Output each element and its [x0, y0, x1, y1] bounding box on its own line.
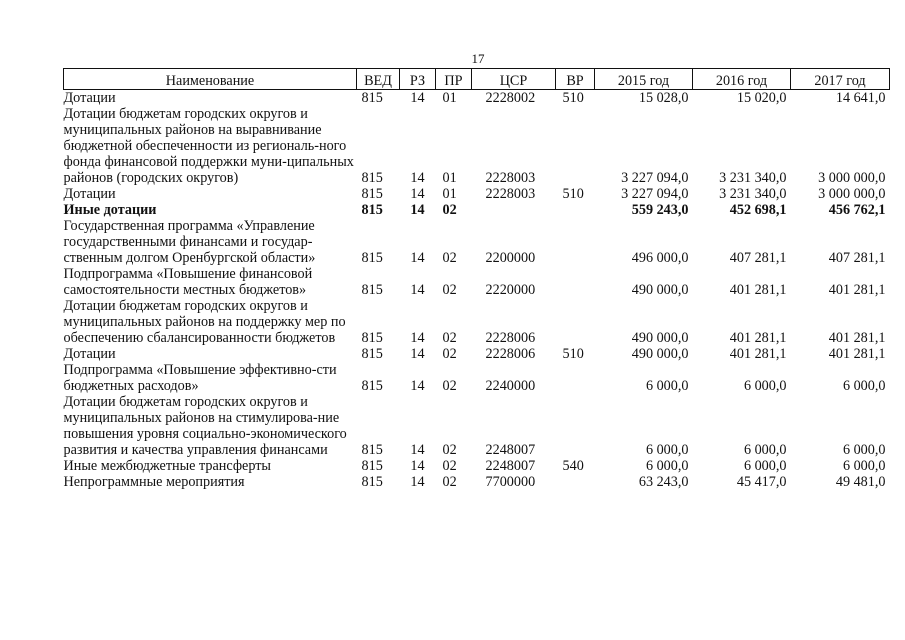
cell-pr: 02 [442, 202, 457, 218]
cell-2015: 3 227 094,0 [621, 170, 689, 186]
cell-csr: 2220000 [485, 282, 536, 298]
cell-rz: 14 [410, 186, 425, 202]
cell-2016: 452 698,1 [729, 202, 787, 218]
cell-name: Дотации бюджетам городских округов и муниципальных районов на стимулирова-ние повышения уровня социально-экономического развития и качества управления финансами [63, 394, 347, 458]
cell-vr [556, 298, 595, 346]
cell-2016: 6 000,0 [743, 442, 787, 458]
cell-ved: 815 [361, 250, 383, 266]
cell-rz: 14 [410, 474, 425, 490]
cell-csr: 2228006 [485, 346, 536, 362]
cell-2016: 15 020,0 [736, 90, 787, 106]
cell-pr: 01 [442, 90, 457, 106]
cell-2017: 6 000,0 [842, 458, 886, 474]
cell-name: Дотации [63, 346, 116, 362]
cell-ved: 815 [361, 442, 383, 458]
cell-2015: 490 000,0 [631, 282, 689, 298]
table-row [64, 202, 890, 218]
cell-ved: 815 [361, 90, 383, 106]
cell-2017: 401 281,1 [828, 330, 886, 346]
cell-2016: 3 231 340,0 [719, 170, 787, 186]
cell-csr: 2228002 [485, 90, 536, 106]
table-row [64, 90, 890, 107]
cell-rz: 14 [410, 330, 425, 346]
cell-csr [472, 202, 556, 218]
cell-name: Подпрограмма «Повышение эффективно-сти бюджетных расходов» [63, 362, 337, 394]
cell-ved: 815 [361, 186, 383, 202]
table-row [64, 474, 890, 490]
table-row [64, 186, 890, 202]
cell-vr [556, 362, 595, 394]
budget-table [63, 68, 890, 490]
cell-name: Дотации бюджетам городских округов и муниципальных районов на выравнивание бюджетной обеспеченности из региональ-ного фонда финансовой поддержки муни-ципальных районов (городских округов) [63, 106, 354, 186]
cell-vr: 540 [562, 458, 584, 474]
cell-2015: 6 000,0 [645, 442, 689, 458]
cell-ved: 815 [361, 378, 383, 394]
cell-2017: 6 000,0 [842, 442, 886, 458]
cell-2015: 496 000,0 [631, 250, 689, 266]
cell-2015: 6 000,0 [645, 458, 689, 474]
cell-2016: 407 281,1 [729, 250, 787, 266]
cell-csr: 2228003 [485, 186, 536, 202]
cell-2016: 45 417,0 [736, 474, 787, 490]
cell-csr: 2228006 [485, 330, 536, 346]
cell-ved: 815 [361, 346, 383, 362]
cell-2016: 6 000,0 [743, 378, 787, 394]
table-row [64, 266, 890, 298]
cell-rz: 14 [410, 282, 425, 298]
cell-csr: 7700000 [485, 474, 536, 490]
header-2017: 2017 год [791, 69, 890, 90]
cell-rz: 14 [410, 442, 425, 458]
cell-pr: 01 [442, 170, 457, 186]
cell-ved: 815 [361, 474, 383, 490]
table-row [64, 298, 890, 346]
cell-2015: 6 000,0 [645, 378, 689, 394]
cell-name: Государственная программа «Управление государственными финансами и государ-ственным долгом Оренбургской области» [63, 218, 316, 266]
cell-rz: 14 [410, 202, 425, 218]
cell-vr [556, 394, 595, 458]
table-header-row [64, 69, 890, 90]
cell-vr [556, 266, 595, 298]
cell-2017: 3 000 000,0 [818, 186, 886, 202]
page-number: 17 [471, 51, 485, 66]
cell-name: Иные дотации [63, 202, 157, 218]
cell-rz: 14 [410, 378, 425, 394]
header-pr: ПР [436, 69, 472, 90]
table-body [64, 90, 890, 491]
cell-vr [556, 474, 595, 490]
header-name: Наименование [64, 69, 357, 90]
header-2015: 2015 год [595, 69, 693, 90]
header-rz: РЗ [400, 69, 436, 90]
cell-name: Непрограммные мероприятия [63, 474, 245, 490]
table-row [64, 346, 890, 362]
cell-pr: 02 [442, 474, 457, 490]
table-row [64, 394, 890, 458]
cell-2015: 3 227 094,0 [621, 186, 689, 202]
table-row [64, 458, 890, 474]
header-vr: ВР [556, 69, 595, 90]
cell-2017: 14 641,0 [835, 90, 886, 106]
cell-2015: 490 000,0 [631, 330, 689, 346]
cell-csr: 2248007 [485, 458, 536, 474]
cell-pr: 02 [442, 282, 457, 298]
cell-2017: 3 000 000,0 [818, 170, 886, 186]
cell-name: Дотации [63, 186, 116, 202]
cell-vr [556, 202, 595, 218]
cell-vr [556, 106, 595, 186]
cell-2016: 401 281,1 [729, 346, 787, 362]
cell-2017: 6 000,0 [842, 378, 886, 394]
cell-vr: 510 [562, 90, 584, 106]
cell-vr: 510 [562, 186, 584, 202]
cell-name: Дотации [63, 90, 116, 106]
cell-2016: 6 000,0 [743, 458, 787, 474]
cell-rz: 14 [410, 458, 425, 474]
cell-rz: 14 [410, 250, 425, 266]
cell-2017: 456 762,1 [828, 202, 886, 218]
cell-2016: 401 281,1 [729, 330, 787, 346]
cell-2017: 49 481,0 [835, 474, 886, 490]
cell-ved: 815 [361, 330, 383, 346]
cell-pr: 02 [442, 330, 457, 346]
cell-csr: 2240000 [485, 378, 536, 394]
cell-pr: 02 [442, 250, 457, 266]
cell-ved: 815 [361, 458, 383, 474]
cell-pr: 02 [442, 378, 457, 394]
cell-rz: 14 [410, 90, 425, 106]
cell-2016: 3 231 340,0 [719, 186, 787, 202]
cell-2017: 401 281,1 [828, 282, 886, 298]
cell-pr: 02 [442, 346, 457, 362]
cell-ved: 815 [361, 282, 383, 298]
cell-vr [556, 218, 595, 266]
cell-rz: 14 [410, 170, 425, 186]
cell-ved: 815 [361, 170, 383, 186]
cell-pr: 02 [442, 458, 457, 474]
cell-rz: 14 [410, 346, 425, 362]
cell-2015: 63 243,0 [638, 474, 689, 490]
header-ved: ВЕД [357, 69, 400, 90]
cell-csr: 2248007 [485, 442, 536, 458]
cell-2016: 401 281,1 [729, 282, 787, 298]
table-row [64, 218, 890, 266]
header-csr: ЦСР [472, 69, 556, 90]
cell-pr: 01 [442, 186, 457, 202]
cell-csr: 2228003 [485, 170, 536, 186]
cell-csr: 2200000 [485, 250, 536, 266]
table-row [64, 106, 890, 186]
cell-name: Дотации бюджетам городских округов и муниципальных районов на поддержку мер по обеспечению сбалансированности бюджетов [63, 298, 346, 346]
cell-ved: 815 [361, 202, 383, 218]
cell-2015: 15 028,0 [638, 90, 689, 106]
header-2016: 2016 год [693, 69, 791, 90]
cell-2017: 401 281,1 [828, 346, 886, 362]
table-row [64, 362, 890, 394]
cell-name: Подпрограмма «Повышение финансовой самостоятельности местных бюджетов» [63, 266, 313, 298]
cell-2015: 559 243,0 [631, 202, 689, 218]
cell-vr: 510 [562, 346, 584, 362]
cell-pr: 02 [442, 442, 457, 458]
cell-2015: 490 000,0 [631, 346, 689, 362]
cell-name: Иные межбюджетные трансферты [63, 458, 271, 474]
cell-2017: 407 281,1 [828, 250, 886, 266]
